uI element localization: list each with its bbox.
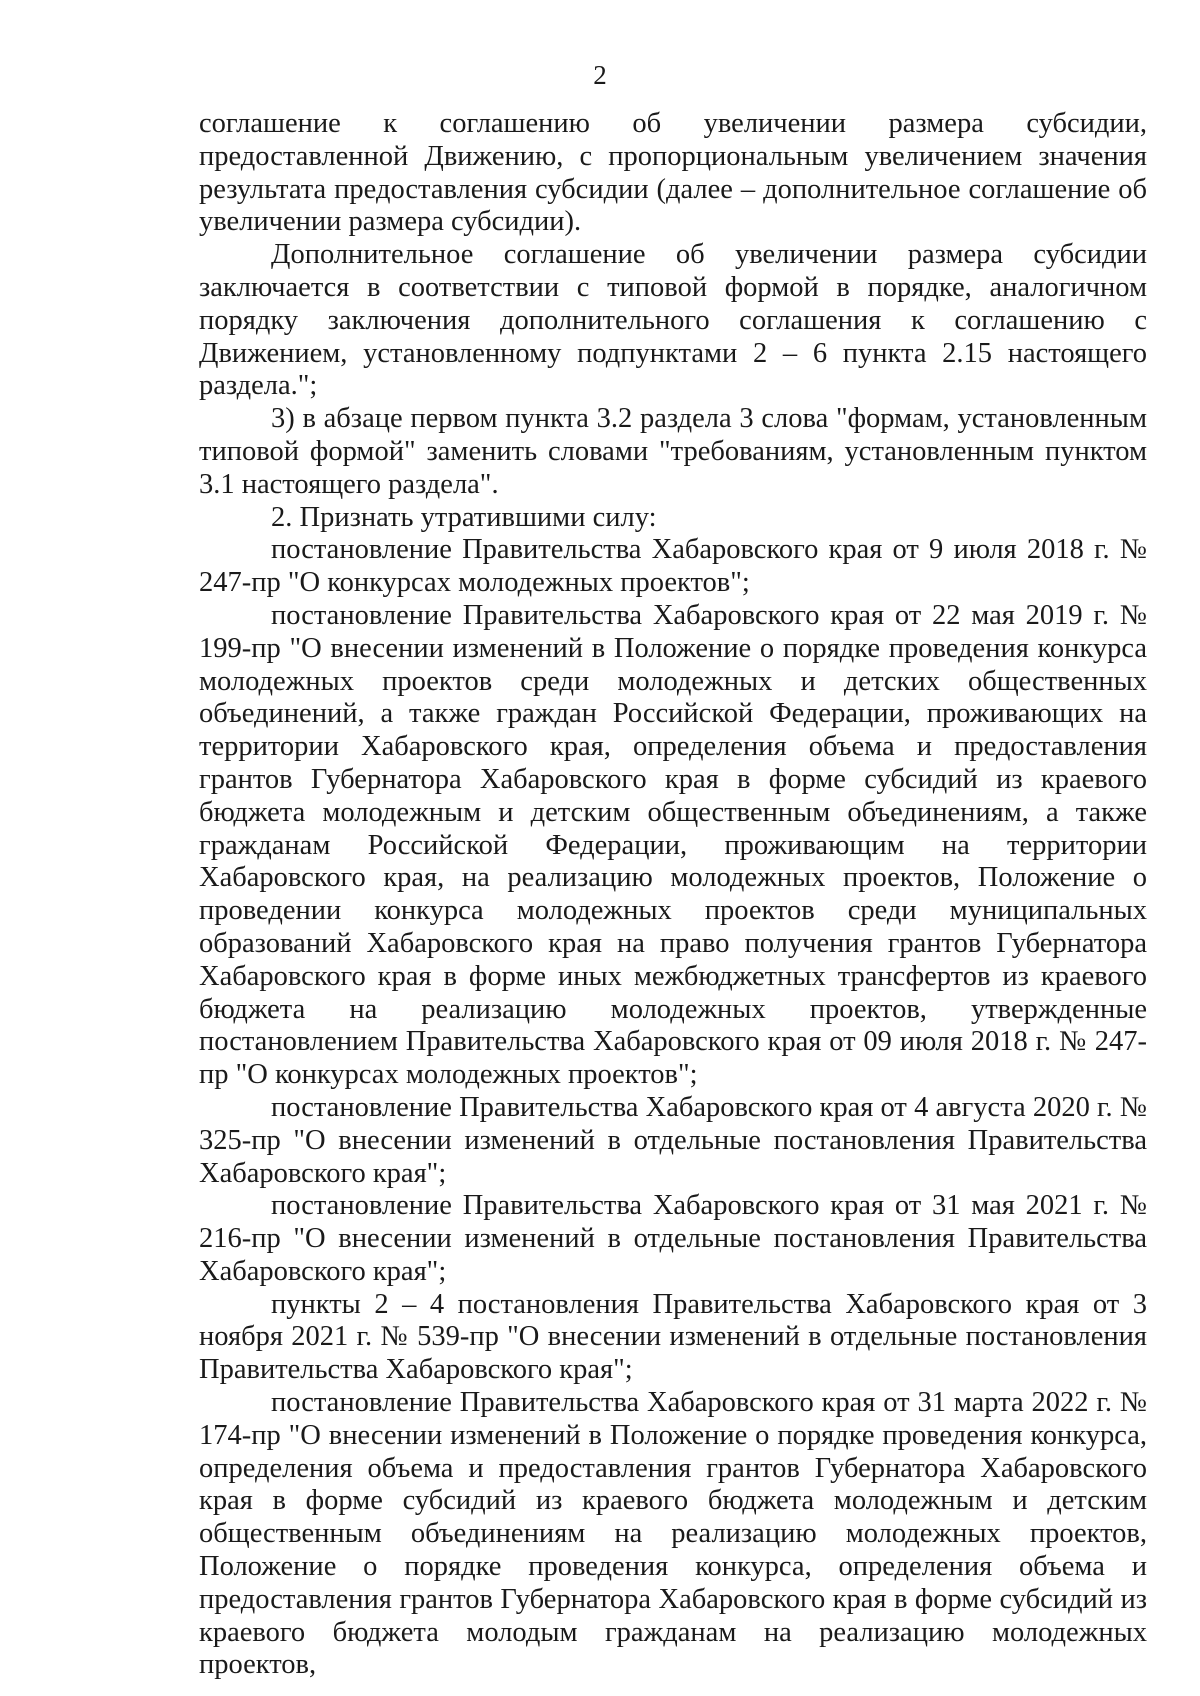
- page-number: 2: [593, 60, 607, 90]
- repealed-act-item: постановление Правительства Хабаровского края от 9 июля 2018 г. № 247-пр "О конкурсах молодежных проектов";: [199, 534, 1147, 599]
- paragraph-amendment-3: 3) в абзаце первом пункта 3.2 раздела 3 слова "формам, установленным типовой формой" заменить словами "требованиям, установленным пунктом 3.1 настоящего раздела".: [199, 403, 1147, 500]
- paragraph-repeal-heading: 2. Признать утратившими силу:: [271, 501, 657, 533]
- repealed-act-item: постановление Правительства Хабаровского края от 31 мая 2021 г. № 216-пр "О внесении изменений в отдельные постановления Правительства Хабаровского края";: [199, 1190, 1147, 1287]
- repealed-act-item: пункты 2 – 4 постановления Правительства Хабаровского края от 3 ноября 2021 г. № 539-пр "О внесении изменений в отдельные постановления Правительства Хабаровского края";: [199, 1288, 1147, 1386]
- paragraph-additional-agreement: Дополнительное соглашение об увеличении размера субсидии заключается в соответствии с типовой формой в порядке, аналогичном порядку заключения дополнительного соглашения к соглашению с Движением, установленному подпунктами 2 – 6 пункта 2.15 настоящего раздела.";: [199, 239, 1147, 402]
- repealed-act-item: постановление Правительства Хабаровского края от 22 мая 2019 г. № 199-пр "О внесении изменений в Положение о порядке проведения конкурса молодежных проектов среди молодежных и детских общественных объединений, а также граждан Российской Федерации, проживающих на территории Хабаровского края, определения объема и предоставления грантов Губернатора Хабаровского края в форме субсидий из краевого бюджета молодежным и детским общественным объединениям, а также гражданам Российской Федерации, проживающим на территории Хабаровского края, на реализацию молодежных проектов, Положение о проведении конкурса молодежных проектов среди муниципальных образований Хабаровского края на право получения грантов Губернатора Хабаровского края в форме иных межбюджетных трансфертов из краевого бюджета на реализацию молодежных проектов, утвержденные постановлением Правительства Хабаровского края от 09 июля 2018 г. № 247-пр "О конкурсах молодежных проектов";: [199, 599, 1147, 1091]
- paragraph-continuation: соглашение к соглашению об увеличении размера субсидии, предоставленной Движению, с пропорциональным увеличением значения результата предоставления субсидии (далее – дополнительное соглашение об увеличении размера субсидии).: [199, 108, 1147, 238]
- repealed-act-item: постановление Правительства Хабаровского края от 31 марта 2022 г. № 174-пр "О внесении изменений в Положение о порядке проведения конкурса, определения объема и предоставления грантов Губернатора Хабаровского края в форме субсидий из краевого бюджета молодежным и детским общественным объединениям на реализацию молодежных проектов, Положение о порядке проведения конкурса, определения объема и предоставления грантов Губернатора Хабаровского края в форме субсидий из краевого бюджета молодым гражданам на реализацию молодежных проектов,: [199, 1387, 1147, 1681]
- repealed-act-item: постановление Правительства Хабаровского края от 4 августа 2020 г. № 325-пр "О внесении изменений в отдельные постановления Правительства Хабаровского края";: [199, 1091, 1147, 1189]
- document-body: [199, 108, 1147, 1682]
